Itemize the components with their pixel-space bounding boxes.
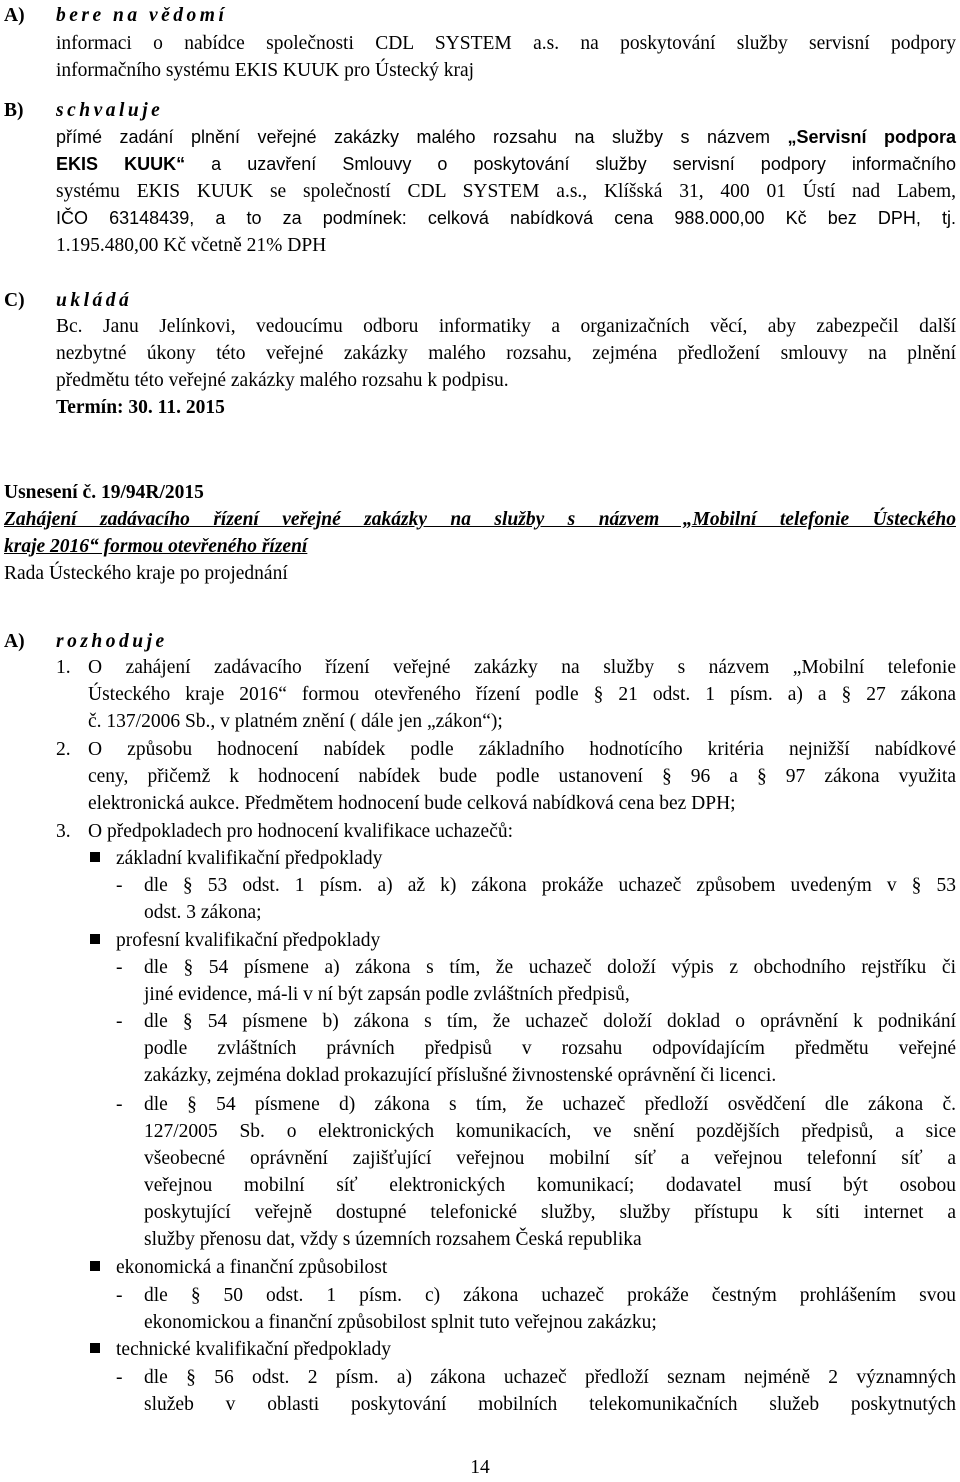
text-line: zakázky, zejména doklad prokazující příslušné živnostenské oprávnění či licenci.	[144, 1065, 777, 1086]
text-line: poskytující veřejně dostupné telefonické služby, služby přístupu k síti internet a	[144, 1202, 956, 1223]
text-line: dle § 54 písmene a) zákona s tím, že uchazeč doloží výpis z obchodního rejstříku či	[144, 957, 956, 978]
dash-item	[144, 872, 956, 926]
text-line: dle § 53 odst. 1 písm. a) až k) zákona prokáže uchazeč způsobem uvedeným v § 53	[144, 875, 956, 896]
section-keyword: schvaluje	[56, 100, 164, 121]
text-line: předmětu této veřejné zakázky malého rozsahu k podpisu.	[56, 370, 509, 391]
text-line: služeb v oblasti poskytování mobilních telekomunikačních služeb poskytnutých	[144, 1394, 956, 1415]
text-line: ekonomickou a finanční způsobilost splnit tuto veřejnou zakázku;	[144, 1312, 657, 1333]
bullet-label: profesní kvalifikační předpoklady	[116, 930, 381, 951]
resolution-title: Zahájení zadávacího řízení veřejné zakázky na služby s názvem „Mobilní telefonie Ústeckého	[4, 509, 956, 530]
list-item	[88, 818, 956, 845]
dash-marker: -	[116, 1011, 123, 1032]
text-line: všeobecné oprávnění zajišťující veřejnou mobilní síť a veřejnou telefonní síť a	[144, 1148, 956, 1169]
dash-item	[144, 1008, 956, 1089]
text-line: č. 137/2006 Sb., v platném znění ( dále jen „zákon“);	[88, 711, 503, 732]
paragraph-b	[56, 124, 956, 259]
text-line: O způsobu hodnocení nabídek podle základního hodnotícího kritéria nejnižší nabídkové	[88, 739, 956, 760]
section-heading-a	[4, 2, 227, 29]
text-line	[56, 151, 956, 178]
bullet-label: základní kvalifikační předpoklady	[116, 848, 383, 869]
section-heading-a2	[4, 628, 168, 655]
square-bullet-icon	[90, 1261, 100, 1271]
item-number: 1.	[56, 657, 71, 678]
bullet-label: ekonomická a finanční způsobilost	[116, 1257, 388, 1278]
section-keyword: bere na vědomí	[56, 5, 228, 26]
text-line: služby přenosu dat, vždy s územních rozsahem Česká republika	[144, 1229, 642, 1250]
resolution-title: kraje 2016“ formou otevřeného řízení	[4, 536, 308, 557]
text-segment: přímé zadání plnění veřejné zakázky malého rozsahu na služby s názvem	[56, 127, 788, 147]
dash-marker: -	[116, 1367, 123, 1388]
paragraph-c	[56, 313, 956, 421]
page-number: 14	[470, 1457, 490, 1478]
text-line: dle § 50 odst. 1 písm. c) zákona uchazeč prokáže čestným prohlášením svou	[144, 1285, 956, 1306]
list-item	[88, 736, 956, 817]
text-line: 127/2005 Sb. o elektronických komunikacích, ve snění pozdějších předpisů, a sice	[144, 1121, 956, 1142]
dash-item	[144, 1282, 956, 1336]
bold-segment: EKIS KUUK“	[56, 154, 186, 174]
text-segment: a uzavření Smlouvy o poskytování služby servisní podpory informačního	[185, 154, 956, 174]
section-tag: A)	[4, 5, 25, 26]
text-line	[56, 124, 956, 151]
text-line: informaci o nabídce společnosti CDL SYSTEM a.s. na poskytování služby servisní podpory	[56, 33, 956, 54]
dash-marker: -	[116, 957, 123, 978]
paragraph-a	[56, 30, 956, 84]
text-line: Ústeckého kraje 2016“ formou otevřeného řízení podle § 21 odst. 1 písm. a) a § 27 zákona	[88, 684, 956, 705]
text-line: nezbytné úkony této veřejné zakázky malého rozsahu, zejména předložení smlouvy na plnění	[56, 343, 956, 364]
dash-item	[144, 1091, 956, 1253]
section-heading-b	[4, 97, 163, 124]
dash-item	[144, 1364, 956, 1418]
section-keyword: rozhoduje	[56, 631, 168, 652]
section-keyword: ukládá	[56, 290, 133, 311]
bold-segment: „Servisní podpora	[787, 127, 956, 147]
deadline: Termín: 30. 11. 2015	[56, 397, 225, 418]
resolution-block	[4, 479, 956, 587]
text-line: veřejnou mobilní síť elektronických komunikací; dodavatel musí být osobou	[144, 1175, 956, 1196]
text-line: podle zvláštních právních předpisů v rozsahu odpovídajícím předmětu veřejné	[144, 1038, 956, 1059]
resolution-number: Usnesení č. 19/94R/2015	[4, 482, 204, 503]
text-line: elektronická aukce. Předmětem hodnocení bude celková nabídková cena bez DPH;	[88, 793, 736, 814]
text-line: dle § 54 písmene b) zákona s tím, že uchazeč doloží doklad o oprávnění k podnikání	[144, 1011, 956, 1032]
text-line: 1.195.480,00 Kč včetně 21% DPH	[56, 235, 327, 256]
square-bullet-icon	[90, 1343, 100, 1353]
bullet-label: technické kvalifikační předpoklady	[116, 1339, 392, 1360]
dash-marker: -	[116, 875, 123, 896]
section-tag: B)	[4, 100, 24, 121]
text-line: odst. 3 zákona;	[144, 902, 262, 923]
text-line: O zahájení zadávacího řízení veřejné zakázky na služby s názvem „Mobilní telefonie	[88, 657, 956, 678]
text-line: dle § 54 písmene d) zákona s tím, že uchazeč předloží osvědčení dle zákona č.	[144, 1094, 956, 1115]
text-line: IČO 63148439, a to za podmínek: celková nabídková cena 988.000,00 Kč bez DPH, tj.	[56, 208, 956, 228]
text-line: ceny, přičemž k hodnocení nabídek bude podle ustanovení § 96 a § 97 zákona využita	[88, 766, 956, 787]
section-heading-c	[4, 287, 132, 314]
dash-item	[144, 954, 956, 1008]
square-bullet-icon	[90, 934, 100, 944]
text-line: jiné evidence, má-li v ní být zapsán podle zvláštních předpisů,	[144, 984, 630, 1005]
text-line: Bc. Janu Jelínkovi, vedoucímu odboru informatiky a organizačních věcí, aby zabezpečil další	[56, 316, 956, 337]
section-tag: C)	[4, 290, 25, 311]
text-line: informačního systému EKIS KUUK pro Ústecký kraj	[56, 60, 475, 81]
list-item	[88, 654, 956, 735]
square-bullet-icon	[90, 852, 100, 862]
item-number: 3.	[56, 821, 71, 842]
text-line: systému EKIS KUUK se společností CDL SYSTEM a.s., Klíšská 31, 400 01 Ústí nad Labem,	[56, 181, 956, 202]
text-line: O předpokladech pro hodnocení kvalifikace uchazečů:	[88, 821, 514, 842]
dash-marker: -	[116, 1094, 123, 1115]
item-number: 2.	[56, 739, 71, 760]
section-tag: A)	[4, 631, 25, 652]
dash-marker: -	[116, 1285, 123, 1306]
text-line: dle § 56 odst. 2 písm. a) zákona uchazeč předloží seznam nejméně 2 významných	[144, 1367, 956, 1388]
resolution-intro: Rada Ústeckého kraje po projednání	[4, 563, 288, 584]
